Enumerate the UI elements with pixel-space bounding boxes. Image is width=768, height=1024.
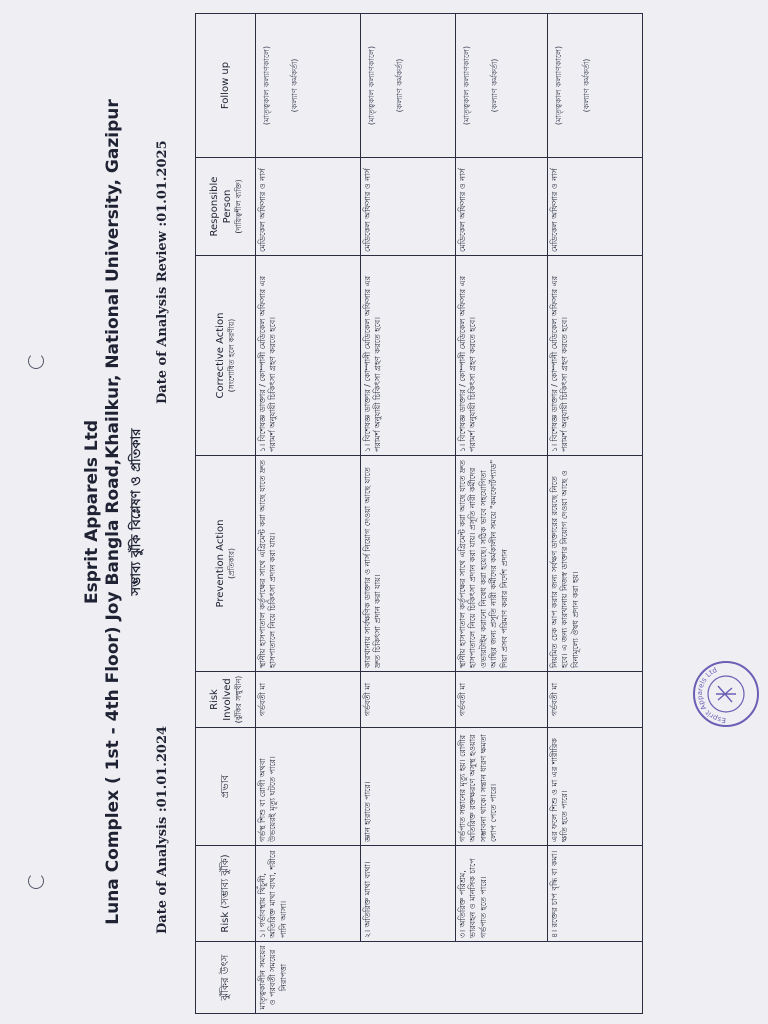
corrective-cell: ১। বিশেষজ্ঞ ডাক্তার / কোম্পানী মেডিকেল অফিসার এর পরামর্শ অনুযায়ী চিকিৎসা গ্রহণ করতে হবে। — [361, 256, 456, 456]
header-risk: Risk (সম্ভাব্য ঝুঁকি) — [196, 846, 256, 942]
effect-cell: জ্ঞান হারাতে পারে। — [361, 728, 456, 846]
header-prevention: Prevention Action (প্রতিকার) — [196, 456, 256, 672]
date-of-analysis: Date of Analysis :01.01.2024 — [155, 725, 170, 934]
table-row — [256, 14, 361, 1014]
involved-cell: গর্ভবতী মা — [548, 672, 643, 728]
header-risk-involved: Risk Involved (ঝুঁকির সম্মুখীন) — [196, 672, 256, 728]
corrective-cell: ১। বিশেষজ্ঞ ডাক্তার / কোম্পানী মেডিকেল অফিসার এর পরামর্শ অনুযায়ী চিকিৎসা গ্রহণ করতে হবে। — [548, 256, 643, 456]
table-row — [548, 14, 643, 1014]
company-address: Luna Complex ( 1st - 4th Floor) Joy Bangla Road,Khailkur, National University, Gazipur — [103, 99, 123, 925]
effect-cell: গর্ভপাত সন্তানের মৃত্যু হয়। রোগীর অতিরিক্ত রক্তক্ষরণে অসুস্থ হওয়ার সম্ভাবনা থাকে। সন্তান ধারণ ক্ষমতা লোপ পেতে পারে। — [456, 728, 548, 846]
header-follow-up: Follow up — [196, 14, 256, 158]
follow-up-cell: (মাতৃত্বকাল কল্যাণকালে) (কল্যাণ কর্মকর্তা) — [548, 14, 643, 158]
company-name: Esprit Apparels Ltd — [82, 419, 102, 605]
stamp-text: Esprit Apparels Ltd — [695, 666, 727, 725]
risk-analysis-table — [195, 13, 643, 1014]
header-corrective: Corrective Action (সংশোধিত হলে করণীয়) — [196, 256, 256, 456]
prevention-cell: স্থানীয় হাসপাতাল কর্তৃপক্ষের সাথে এগ্রিমেন্ট করা আছে যাতে দ্রুত হাসপাতালে নিয়ে চিকিৎসা প্রদান করা যায়। — [256, 456, 361, 672]
involved-cell: গর্ভবতী মা — [361, 672, 456, 728]
responsible-cell: মেডিকেল অফিসার ও নার্স — [456, 158, 548, 256]
document-subtitle: সম্ভাব্য ঝুঁকি বিশ্লেষণ ও প্রতিকার — [129, 428, 144, 596]
date-of-review: Date of Analysis Review :01.01.2025 — [155, 140, 170, 404]
punch-hole — [28, 873, 44, 889]
follow-up-cell: (মাতৃত্বকাল কল্যাণকালে) (কল্যাণ কর্মকর্তা) — [456, 14, 548, 158]
corrective-cell: ১। বিশেষজ্ঞ ডাক্তার / কোম্পানী মেডিকেল অফিসার এর পরামর্শ অনুযায়ী চিকিৎসা গ্রহণ করতে হবে। — [256, 256, 361, 456]
header-effect: প্রভাব — [196, 728, 256, 846]
punch-hole — [28, 353, 44, 369]
responsible-cell: মেডিকেল অফিসার ও নার্স — [361, 158, 456, 256]
follow-up-cell: (মাতৃত্বকাল কল্যাণকালে) (কল্যাণ কর্মকর্তা) — [361, 14, 456, 158]
risk-cell: ১। গর্ভাবস্থায় খিঁচুনী, অতিরিক্ত মাথা ব্যথা, শরীরে পানি আসা। — [256, 846, 361, 942]
header-responsible: Responsible Person (দায়িত্বশীল ব্যক্তি) — [196, 158, 256, 256]
effect-cell: গর্ভস্থ শিশু বা রোগী অথবা উভয়েরই মৃত্যু ঘটতে পারে। — [256, 728, 361, 846]
risk-cell: ২। অতিরিক্ত মাথা ব্যথা। — [361, 846, 456, 942]
involved-cell: গর্ভবতী মা — [256, 672, 361, 728]
company-stamp — [692, 660, 760, 728]
responsible-cell: মেডিকেল অফিসার ও নার্স — [548, 158, 643, 256]
risk-cell: ৩। অতিরিক্ত পরিশ্রম, ভারবহন ও মানসিক চাপে গর্ভপাত হতে পারে। — [456, 846, 548, 942]
effect-cell: এর ফলে শিশু ও মা এর শারীরিক ক্ষতি হতে পারে। — [548, 728, 643, 846]
involved-cell: গর্ভবতী মা — [456, 672, 548, 728]
header-source: ঝুঁকির উৎস — [196, 942, 256, 1014]
responsible-cell: মেডিকেল অফিসার ও নার্স — [256, 158, 361, 256]
table-header-row — [196, 14, 256, 1014]
prevention-cell: কারখানায় সার্বক্ষণিক ডাক্তার ও নার্স নিয়োগ দেওয়া আছে যাতে দ্রুত চিকিৎসা প্রদান করা যায়। — [361, 456, 456, 672]
table-row — [456, 14, 548, 1014]
risk-cell: ৪। রক্তের চাপ বৃদ্ধি বা কমা। — [548, 846, 643, 942]
follow-up-cell: (মাতৃত্বকাল কল্যাণকালে) (কল্যাণ কর্মকর্তা) — [256, 14, 361, 158]
prevention-cell: স্থানীয় হাসপাতাল কর্তৃপক্ষের সাথে এগ্রিমেন্ট করা আছে যাতে দ্রুত হাসপাতালে নিয়ে চিকিৎসা প্রদান করা যায়। প্রসূতি নারী কর্মীদের ওভারটাইম করানো নিষেধ করা হয়েছে। সঠিক ভাবে সহযোগিতা আছির জন্য প্রসূতি নারী কর্মীদের কর্মকালীন সময়ে "কমফোর্টপ্যাড" দিয়া প্রসব পরিমাণ করার নির্দেশ প্রদান — [456, 456, 548, 672]
corrective-cell: ১। বিশেষজ্ঞ ডাক্তার / কোম্পানী মেডিকেল অফিসার এর পরামর্শ অনুযায়ী চিকিৎসা গ্রহণ করতে হবে। — [456, 256, 548, 456]
stamp-signature-icon — [716, 686, 736, 702]
prevention-cell: নিয়মিত চেক আপ করার জন্য সর্বক্ষণ ডাক্তারের রয়েছে নিতে হবে। এ জন্য কারখানায় নিজস্ব ডাক্তার নিয়োগ দেওয়া আছে ও বিনামূল্যে ঔষধ প্রদান করা হয়। — [548, 456, 643, 672]
table-row — [361, 14, 456, 1014]
risk-source-group: মাতৃত্বকালীন সময়ের ও পরবর্তী সময়ের নিরাপত্তা — [256, 942, 643, 1014]
